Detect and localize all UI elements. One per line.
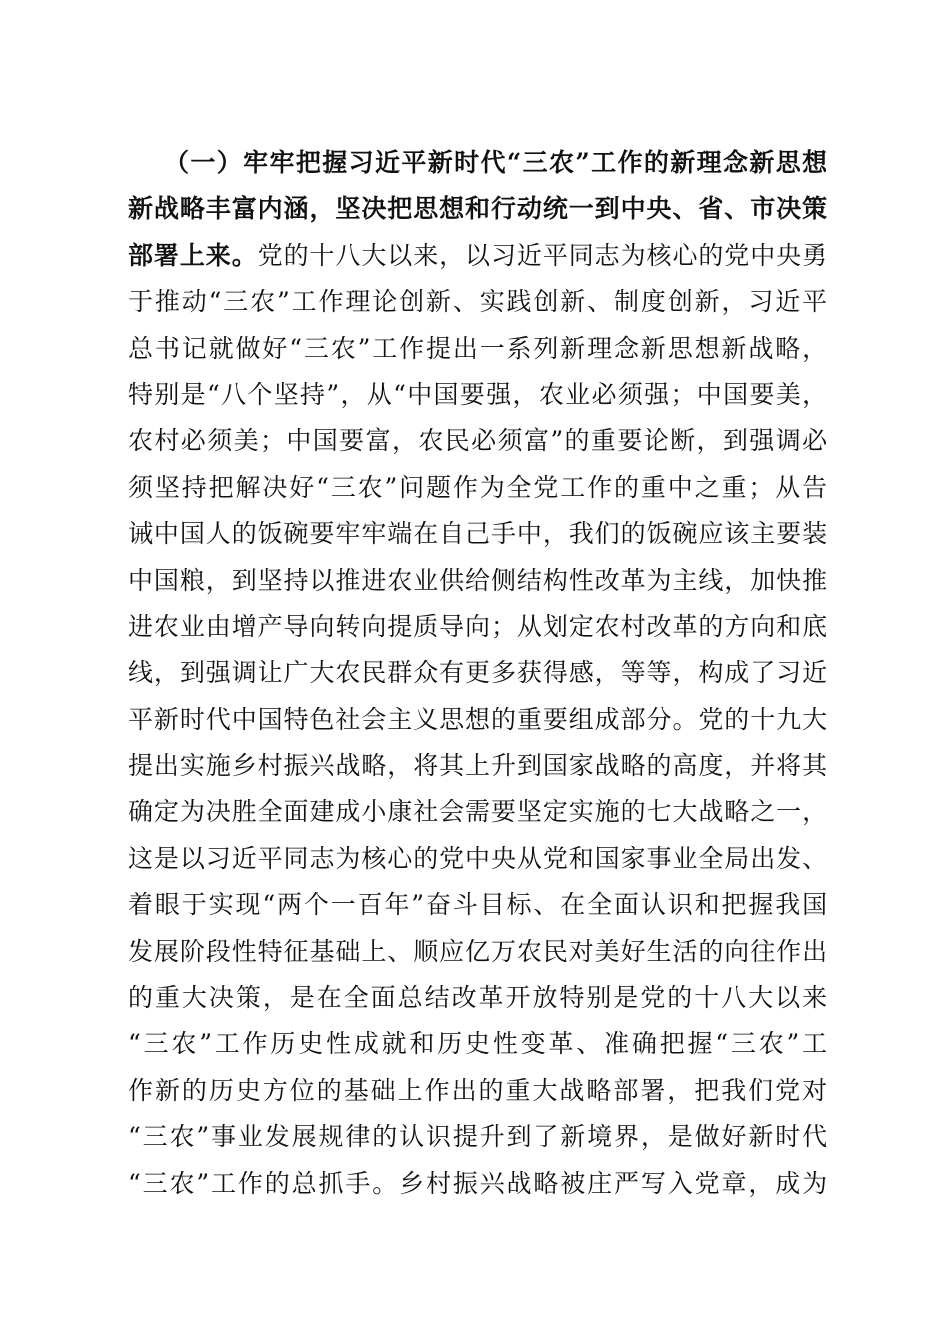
paragraph-line: 确定为决胜全面建成小康社会需要坚定实施的七大战略之一， xyxy=(128,797,828,827)
paragraph-line: 着眼于实现“两个一百年”奋斗目标、在全面认识和把握我国 xyxy=(128,890,828,920)
paragraph-line: 这是以习近平同志为核心的党中央从党和国家事业全局出发、 xyxy=(128,843,828,873)
body-paragraph xyxy=(128,140,828,1207)
paragraph-line: 的重大决策，是在全面总结改革开放特别是党的十八大以来 xyxy=(128,983,828,1013)
paragraph-line: 须坚持把解决好“三农”问题作为全党工作的重中之重；从告 xyxy=(128,472,828,502)
paragraph-line: 农村必须美；中国要富，农民必须富”的重要论断，到强调必 xyxy=(128,426,828,456)
paragraph-line xyxy=(128,233,828,279)
paragraph-line: 特别是“八个坚持”，从“中国要强，农业必须强；中国要美， xyxy=(128,379,828,409)
paragraph-line: 提出实施乡村振兴战略，将其上升到国家战略的高度，并将其 xyxy=(128,751,828,781)
paragraph-text: 党的十八大以来，以习近平同志为核心的党中央勇 xyxy=(257,240,828,270)
paragraph-line: 于推动“三农”工作理论创新、实践创新、制度创新，习近平 xyxy=(128,287,828,317)
paragraph-line: 作新的历史方位的基础上作出的重大战略部署，把我们党对 xyxy=(128,1075,828,1105)
section-heading-line: 新战略丰富内涵，坚决把思想和行动统一到中央、省、市决策 xyxy=(128,194,828,224)
paragraph-line: 总书记就做好“三农”工作提出一系列新理念新思想新战略， xyxy=(128,333,828,363)
paragraph-line: 进农业由增产导向转向提质导向；从划定农村改革的方向和底 xyxy=(128,611,828,641)
paragraph-line: “三农”事业发展规律的认识提升到了新境界，是做好新时代 xyxy=(128,1122,828,1152)
paragraph-line: 线，到强调让广大农民群众有更多获得感，等等，构成了习近 xyxy=(128,658,828,688)
paragraph-line: 诫中国人的饭碗要牢牢端在自己手中，我们的饭碗应该主要装 xyxy=(128,519,828,549)
paragraph-line: “三农”工作历史性成就和历史性变革、准确把握“三农”工 xyxy=(128,1029,828,1059)
paragraph-line: 平新时代中国特色社会主义思想的重要组成部分。党的十九大 xyxy=(128,704,828,734)
paragraph-line: “三农”工作的总抓手。乡村振兴战略被庄严写入党章，成为 xyxy=(128,1168,828,1198)
paragraph-line: 中国粮，到坚持以推进农业供给侧结构性改革为主线，加快推 xyxy=(128,565,828,595)
section-heading-line: （一）牢牢把握习近平新时代“三农”工作的新理念新思想 xyxy=(164,148,828,177)
paragraph-line: 发展阶段性特征基础上、顺应亿万农民对美好生活的向往作出 xyxy=(128,936,828,966)
section-heading-end: 部署上来。 xyxy=(128,240,258,270)
